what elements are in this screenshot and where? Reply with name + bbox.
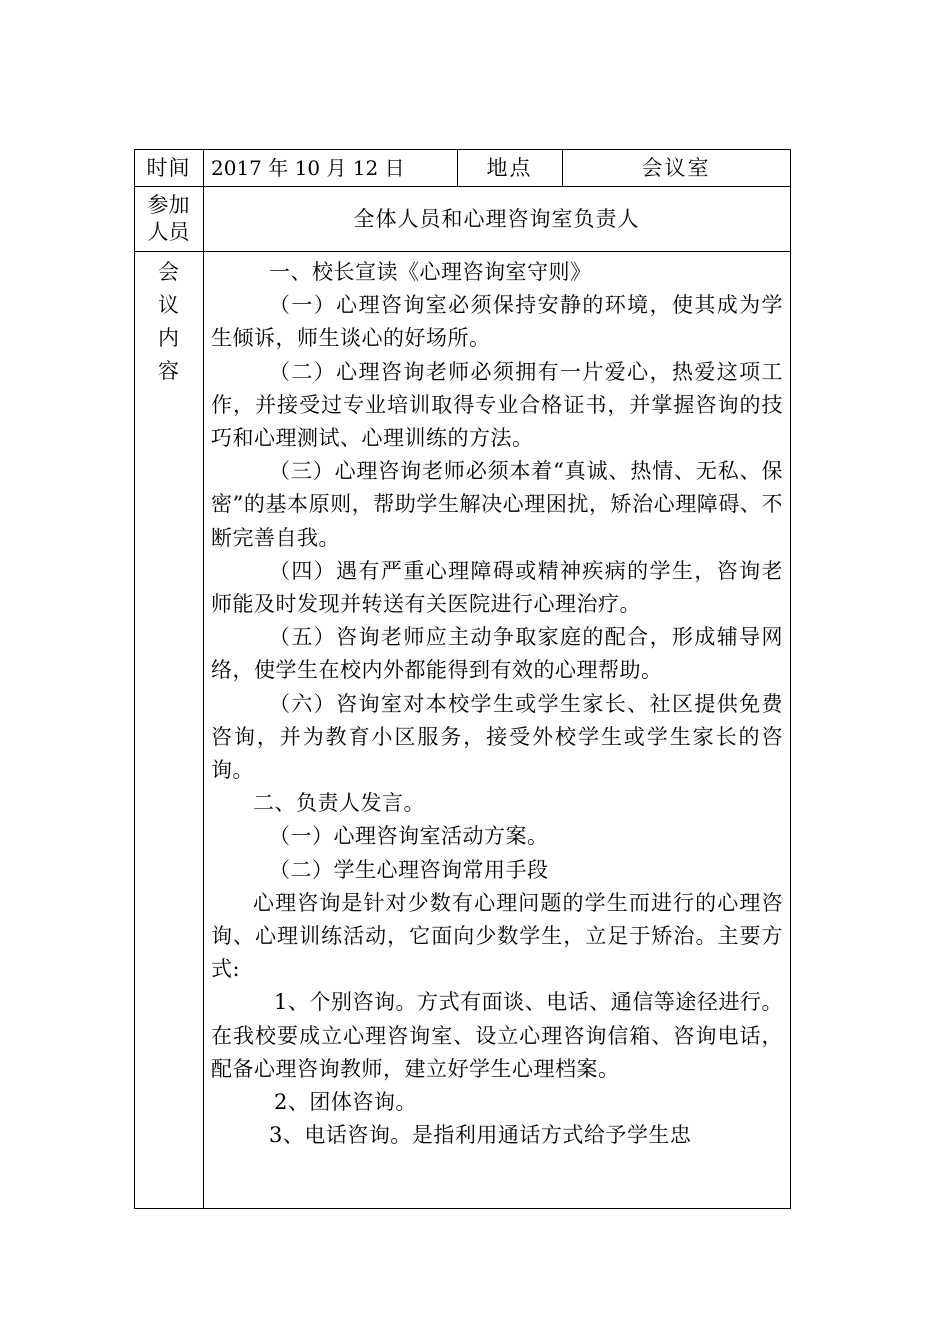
participants-label-line2: 人员 bbox=[147, 220, 190, 244]
content-paragraph: 2、团体咨询。 bbox=[274, 1090, 417, 1115]
content-paragraph: （四）遇有严重心理障碍或精神疾病的学生，咨询老师能及时发现并转送有关医院进行心理治疗。 bbox=[211, 558, 783, 617]
time-label: 时间 bbox=[146, 156, 191, 180]
content-paragraph: （五）咨询老师应主动争取家庭的配合，形成辅导网络，使学生在校内外都能得到有效的心理帮助。 bbox=[211, 625, 783, 683]
content-paragraph: 心理咨询是针对少数有心理问题的学生而进行的心理咨询、心理训练活动，它面向少数学生，立足于矫治。主要方式: bbox=[211, 890, 783, 982]
table-column-divider bbox=[203, 149, 204, 1209]
participants-label bbox=[134, 192, 203, 246]
content-label bbox=[134, 256, 203, 388]
content-label-char: 议 bbox=[158, 293, 179, 317]
table-border-right bbox=[790, 149, 791, 1209]
place-label: 地点 bbox=[486, 156, 533, 180]
table-row-divider bbox=[134, 251, 791, 252]
time-value: 2017 年 10 月 12 日 bbox=[211, 156, 405, 180]
content-paragraph: （一）心理咨询室必须保持安静的环境，使其成为学生倾诉，师生谈心的好场所。 bbox=[211, 293, 783, 351]
content-paragraph: （二）学生心理咨询常用手段 bbox=[269, 857, 549, 882]
content-paragraph: 1、个别咨询。方式有面谈、电话、通信等途径进行。在我校要成立心理咨询室、设立心理咨询信箱、咨询电话，配备心理咨询教师，建立好学生心理档案。 bbox=[211, 990, 783, 1081]
participants-label-line1: 参加 bbox=[147, 193, 190, 217]
content-paragraph: （三）心理咨询老师必须本着“真诚、热情、无私、保密”的基本原则，帮助学生解决心理困扰，矫治心理障碍、不断完善自我。 bbox=[211, 459, 783, 550]
table-border-top bbox=[134, 149, 791, 150]
content-paragraph: 二、负责人发言。 bbox=[253, 791, 425, 816]
table-border-bottom bbox=[134, 1208, 791, 1209]
content-label-char: 容 bbox=[158, 359, 179, 383]
content-paragraph: （一）心理咨询室活动方案。 bbox=[269, 824, 549, 849]
table-row-divider bbox=[134, 186, 791, 187]
content-paragraph: 一、校长宣读《心理咨询室守则》 bbox=[269, 260, 592, 284]
content-paragraph: （二）心理咨询老师必须拥有一片爱心，热爱这项工作，并接受过专业培训取得专业合格证书，并掌握咨询的技巧和心理测试、心理训练的方法。 bbox=[211, 359, 783, 451]
content-label-char: 会 bbox=[158, 260, 179, 284]
content-label-char: 内 bbox=[158, 326, 179, 350]
participants-value: 全体人员和心理咨询室负责人 bbox=[353, 207, 640, 231]
content-paragraph: （六）咨询室对本校学生或学生家长、社区提供免费咨询，并为教育小区服务，接受外校学生或学生家长的咨询。 bbox=[211, 691, 783, 783]
place-value: 会议室 bbox=[641, 156, 711, 180]
meeting-content bbox=[211, 256, 783, 1152]
content-paragraph: 3、电话咨询。是指利用通话方式给予学生忠 bbox=[269, 1123, 692, 1148]
